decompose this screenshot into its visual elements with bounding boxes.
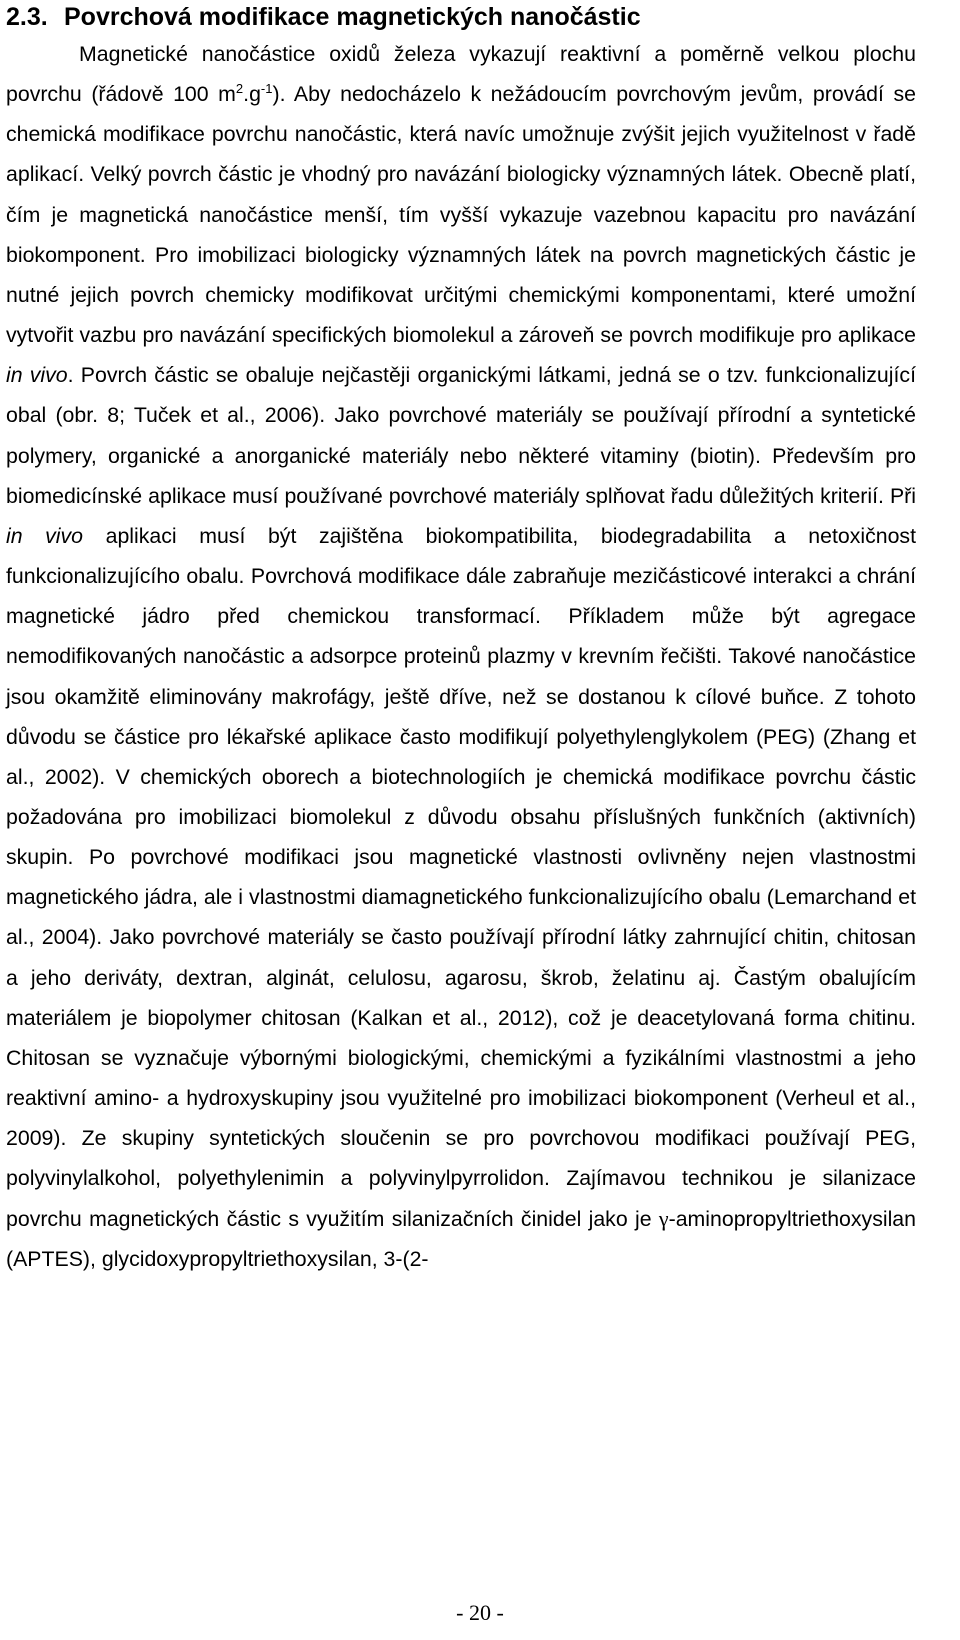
italic-in-vivo-1: in vivo <box>6 363 68 388</box>
section-number: 2.3. <box>6 3 48 31</box>
paragraph-part-5: -aminopropyltriethoxysilan (APTES), glycidoxypropyltriethoxysilan, 3-(2- <box>6 1206 916 1271</box>
body-paragraph <box>6 34 916 1279</box>
unit-superscript-1: 2 <box>235 81 244 97</box>
page-number: - 20 - <box>456 1600 504 1625</box>
paragraph-part-2: ). Aby nedocházelo k nežádoucím povrchovým jevům, provádí se chemická modifikace povrchu nanočástic, která navíc umožnuje zvýšit jejich využitelnost v řadě aplikací. Velký povrch částic je vhodný pro navázání biologicky významných látek. Obecně platí, čím je magnetická nanočástice menší, tím vyšší vykazuje vazebnou kapacitu pro navázání biokomponent. Pro imobilizaci biologicky významných látek na povrch magnetických částic je nutné jejich povrch chemicky modifikovat určitými chemickými komponentami, které umožní vytvořit vazbu pro navázání specifických biomolekul a zároveň se povrch modifikuje pro aplikace <box>6 82 916 348</box>
paragraph-part-3: . Povrch částic se obaluje nejčastěji organickými látkami, jedná se o tzv. funkcionalizující obal (obr. 8; Tuček et al., 2006). Jako povrchové materiály se používají přírodní a syntetické polymery, organické a anorganické materiály nebo některé vitaminy (biotin). Především pro biomedicínské aplikace musí používané povrchové materiály splňovat řadu důležitých kriterií. Při <box>6 363 916 508</box>
section-title: Povrchová modifikace magnetických nanočástic <box>64 3 641 31</box>
italic-in-vivo-2: in vivo <box>6 523 84 548</box>
gamma-symbol: γ <box>658 1205 669 1231</box>
paragraph-intro: Magnetické nanočástice oxidů železa vykazují reaktivní a poměrně velkou plochu povrchu (řádově 100 m <box>6 42 916 107</box>
paragraph-part-4: aplikaci musí být zajištěna biokompatibilita, biodegradabilita a netoxičnost funkcionalizujícího obalu. Povrchová modifikace dále zabraňuje mezičásticové interakci a chrání magnetické jádro před chemickou transformací. Příkladem může být agregace nemodifikovaných nanočástic a adsorpce proteinů plazmy v krevním řečišti. Takové nanočástice jsou okamžitě eliminovány makrofágy, ještě dříve, než se dostanou k cílové buňce. Z tohoto důvodu se částice pro lékařské aplikace často modifikují polyethylenglykolem (PEG) (Zhang et al., 2002). V chemických oborech a biotechnologiích je chemická modifikace povrchu částic požadována pro imobilizaci biomolekul z důvodu obsahu příslušných funkčních (aktivních) skupin. Po povrchové modifikaci jsou magnetické vlastnosti ovlivněny nejen vlastnostmi magnetického jádra, ale i vlastnostmi diamagnetického funkcionalizujícího obalu (Lemarchand et al., 2004). Jako povrchové materiály se často používají přírodní látky zahrnující chitin, chitosan a jeho deriváty, dextran, alginát, celulosu, agarosu, škrob, želatinu aj. Častým obalujícím materiálem je biopolymer chitosan (Kalkan et al., 2012), což je deacetylovaná forma chitinu. Chitosan se vyznačuje výbornými biologickými, chemickými a fyzikálními vlastnostmi a jeho reaktivní amino- a hydroxyskupiny jsou využitelné pro imobilizaci biokomponent (Verheul et al., 2009). Ze skupiny syntetických sloučenin se pro povrchovou modifikaci používají PEG, polyvinylalkohol, polyethylenimin a polyvinylpyrrolidon. Zajímavou technikou je silanizace povrchu magnetických částic s využitím silanizačních činidel jako je <box>6 523 916 1231</box>
section-heading <box>6 0 916 32</box>
unit-superscript-2: -1 <box>260 81 273 97</box>
unit-mid: .g <box>243 82 261 107</box>
document-page <box>6 0 916 1279</box>
